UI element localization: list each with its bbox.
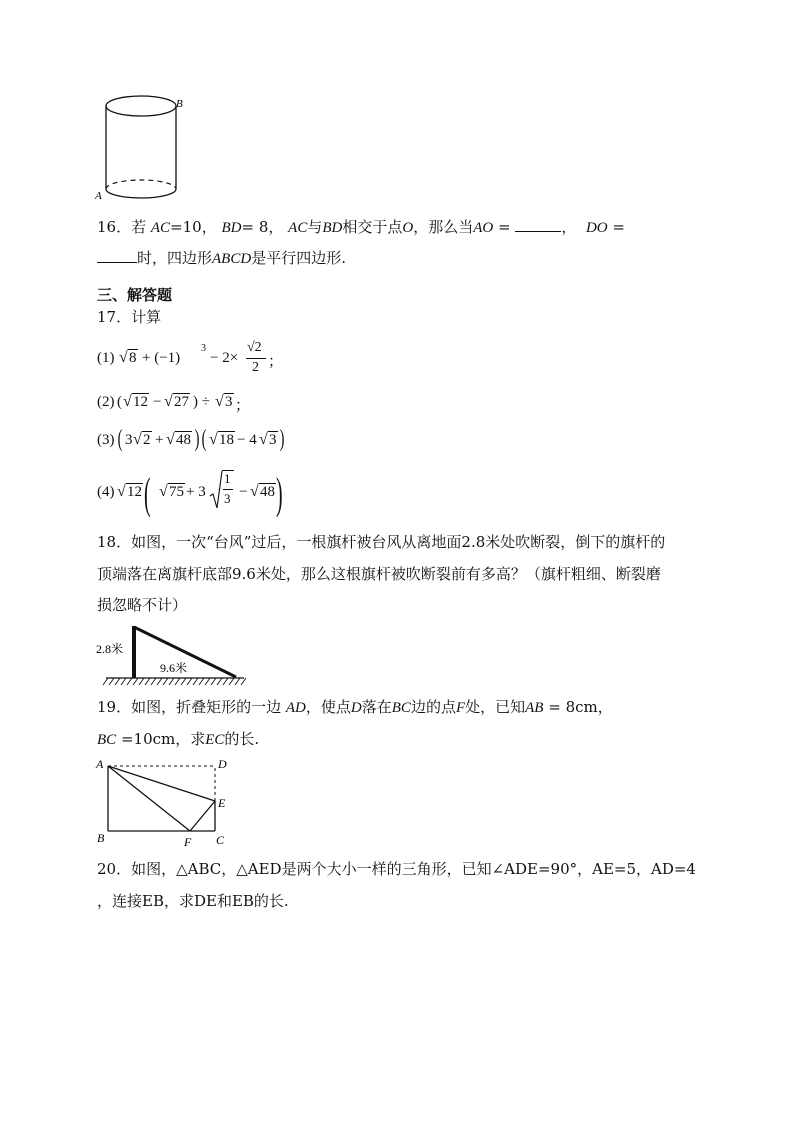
q16-text: = 8， [241,218,284,236]
expr: − 4 [237,432,257,448]
q18-line2: 顶端落在离旗杆底部9.6米处，那么这根旗杆被吹断裂前有多高？（旗杆粗细、断裂磨 [97,565,661,583]
radicand: 48 [260,484,275,500]
q17-part1 [97,340,397,380]
exponent: 3 [201,343,206,354]
expr: + (−1) [142,350,181,366]
q16-text: = [498,218,511,236]
rect-label-f: F [184,835,192,849]
expr: − [239,484,248,500]
paren-open: ( [117,426,123,452]
q19-text: 如图，折叠矩形的一边 [131,698,282,716]
expr: + 3 [186,484,206,500]
q18-line3: 损忽略不计） [97,596,188,614]
cylinder-label-b: B [176,98,183,110]
q19-line2 [97,728,259,751]
q19-line1 [97,696,613,719]
expr: ； [268,354,284,370]
flagpole-height-label: 2.8米 [96,642,124,656]
var-abcd: ABCD [212,251,252,267]
fraction-bar [246,358,266,359]
answer-blank-ao[interactable] [515,217,561,232]
q19-text: ，使点 [305,698,351,716]
coefficient: 3 [125,432,133,448]
radicand: 8 [129,350,137,366]
var-ab: AB [525,700,544,716]
radical-sign: √ [123,393,132,410]
var-do: DO [585,220,608,236]
rect-label-b: B [97,831,105,845]
q17-title: 17．计算 [97,308,162,326]
fraction-numerator: √2 [247,340,262,355]
q16-text: 与 [307,218,323,236]
fraction-bar [223,489,233,490]
radical-sign: √ [119,349,128,366]
cylinder-figure [92,92,192,202]
var-ac: AC [288,220,308,236]
radicand: 75 [169,484,184,500]
q19-text: 处，已知 [465,698,526,716]
radical-sign: √ [159,483,168,500]
expr: + [155,432,164,448]
radicand: 3 [225,394,233,410]
paren-close: ) [194,426,200,452]
var-bd: BD [221,220,242,236]
radical-sign: √ [250,483,259,500]
expr: ) ÷ [193,394,210,410]
var-bc: BC [391,700,411,716]
flagpole-ground-label: 9.6米 [160,661,188,675]
fraction-denominator: 2 [252,360,259,375]
radicand: 12 [127,484,142,500]
q17-part4 [97,468,397,518]
q16-text: 时，四边形 [137,249,213,267]
rect-label-c: C [216,833,225,847]
radicand: 12 [133,394,148,410]
radical-sign: √ [215,393,224,410]
var-bc: BC [97,732,117,748]
q16-text: 是平行四边形. [251,249,346,267]
answer-blank-do[interactable] [97,248,137,263]
radical-sign: √ [209,431,218,448]
q16-number: 16． [97,218,132,236]
var-ac: AC [150,220,171,236]
q16-text: 若 [131,218,147,236]
q20-line2: ，连接EB，求DE和EB的长. [97,892,289,910]
rect-label-d: D [218,757,227,771]
rect-label-a: A [96,757,104,771]
part-label: (4) [97,484,115,500]
q17-part2 [97,392,397,416]
q16-text: =10， [170,218,217,236]
radicand: 48 [176,432,191,448]
var-o: O [402,220,414,236]
q16-text: 相交于点 [342,218,403,236]
q19-text: = 8cm， [548,698,613,716]
paren-close: ) [276,469,283,518]
rectangle-fold-figure [94,754,244,850]
radical-sign: √ [259,431,268,448]
q16-line1 [97,216,625,239]
cylinder-label-a: A [95,190,102,202]
q19-text: 边的点 [410,698,456,716]
var-bd: BD [322,220,343,236]
paren-close: ) [279,426,285,452]
fraction-denominator: 3 [224,491,231,506]
part-label: (1) [97,350,115,366]
q16-text: ，那么当 [413,218,474,236]
q20-line1: 20．如图，△ABC，△AED是两个大小一样的三角形，已知∠ADE=90°，AE=5，AD=4 [97,860,696,878]
q19-text: 落在 [361,698,392,716]
radical-sign: √ [117,483,126,500]
radical-sign-tall [209,470,223,510]
section-title: 三、解答题 [97,286,173,304]
expr: ； [235,398,251,414]
var-f: F [455,700,466,716]
part-label: (2) [97,394,115,410]
q16-line2 [97,247,346,270]
radical-sign: √ [133,431,142,448]
radical-sign: √ [166,431,175,448]
paren-open: ( [201,426,207,452]
radicand: 18 [219,432,234,448]
radicand: 3 [269,432,277,448]
expr: ( [117,394,122,410]
var-ao: AO [473,220,494,236]
flagpole-figure [94,620,254,690]
q17-part3 [97,428,397,456]
q16-text: ， [561,218,577,236]
q16-text: = [612,218,625,236]
fraction-numerator: 1 [224,471,231,486]
q19-number: 19． [97,698,132,716]
q19-text: =10cm，求 [120,730,206,748]
q19-text: 的长. [224,730,260,748]
radicand: 2 [143,432,151,448]
q18-line1: 18．如图，一次“台风”过后，一根旗杆被台风从离地面2.8米处吹断裂，倒下的旗杆的 [97,533,666,551]
var-ec: EC [205,732,225,748]
expr: − 2× [210,350,239,366]
rect-label-e: E [218,796,226,810]
part-label: (3) [97,432,115,448]
radical-sign: √ [164,393,173,410]
var-d: D [350,700,362,716]
var-ad: AD [285,700,306,716]
paren-open: ( [144,469,151,518]
radicand: 27 [174,394,189,410]
expr: − [153,394,162,410]
